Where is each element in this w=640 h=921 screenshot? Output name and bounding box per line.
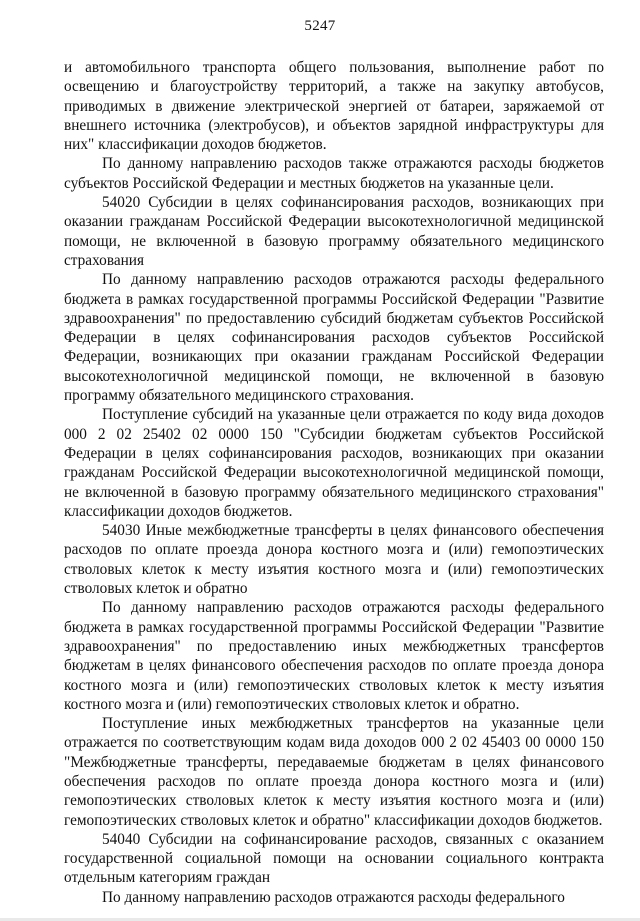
paragraph: По данному направлению расходов отражаются расходы федерального: [102, 888, 565, 906]
section-heading-54040: 54040 Субсидии на софинансирование расходов, связанных с оказанием государственной социальной помощи на основании социального контракта отдельным категориям граждан: [64, 830, 604, 887]
paragraph: По данному направлению расходов отражаются расходы федерального бюджета в рамках государственной программы Российской Федерации "Развитие здравоохранения" по предоставлению субсидий бюджетам субъектов Российской Федерации в целях софинансирования расходов субъектов Российской Федерации, возникающих при оказании гражданам Российской Федерации высокотехнологичной медицинской помощи, не включенной в базовую программу обязательного медицинского страхования.: [64, 271, 604, 405]
paragraph: Поступление иных межбюджетных трансфертов на указанные цели отражается по соответствующим кодам вида доходов 000 2 02 45403 00 0000 150 "Межбюджетные трансферты, передаваемые бюджетам в целях финансового обеспечения расходов по оплате проезда донора костного мозга и (или) гемопоэтических стволовых клеток к месту изъятия костного мозга и (или) гемопоэтических стволовых клеток и обратно" классификации доходов бюджетов.: [64, 715, 604, 829]
page-number: 5247: [304, 18, 336, 34]
paragraph: По данному направлению расходов отражаются расходы федерального бюджета в рамках государственной программы Российской Федерации "Развитие здравоохранения" по предоставлению иных межбюджетных трансфертов бюджетам в целях финансового обеспечения расходов по оплате проезда донора костного мозга и (или) гемопоэтических стволовых клеток к месту изъятия костного мозга и (или) гемопоэтических стволовых клеток и обратно.: [64, 599, 604, 713]
section-heading-54030: 54030 Иные межбюджетные трансферты в целях финансового обеспечения расходов по оплате проезда донора костного мозга и (или) гемопоэтических стволовых клеток к месту изъятия костного мозга и (или) гемопоэтических стволовых клеток и обратно: [64, 522, 604, 598]
paragraph: По данному направлению расходов также отражаются расходы бюджетов субъектов Российской Федерации и местных бюджетов на указанные цели.: [64, 155, 604, 192]
paragraph-continuation: и автомобильного транспорта общего пользования, выполнение работ по освещению и благоустройству территорий, а также на закупку автобусов, приводимых в движение электрической энергией от батареи, заряжаемой от внешнего источника (электробусов), и объектов зарядной инфраструктуры для них" классификации доходов бюджетов.: [64, 59, 604, 154]
paragraph: Поступление субсидий на указанные цели отражается по коду вида доходов 000 2 02 25402 02 0000 150 "Субсидии бюджетам субъектов Российской Федерации в целях софинансирования расходов, возникающих при оказании гражданам Российской Федерации высокотехнологичной медицинской помощи, не включенной в базовую программу обязательного медицинского страхования" классификации доходов бюджетов.: [64, 406, 604, 520]
section-heading-54020: 54020 Субсидии в целях софинансирования расходов, возникающих при оказании гражданам Российской Федерации высокотехнологичной медицинской помощи, не включенной в базовую программу обязательного медицинского страхования: [64, 194, 604, 269]
document-body: [64, 58, 604, 907]
